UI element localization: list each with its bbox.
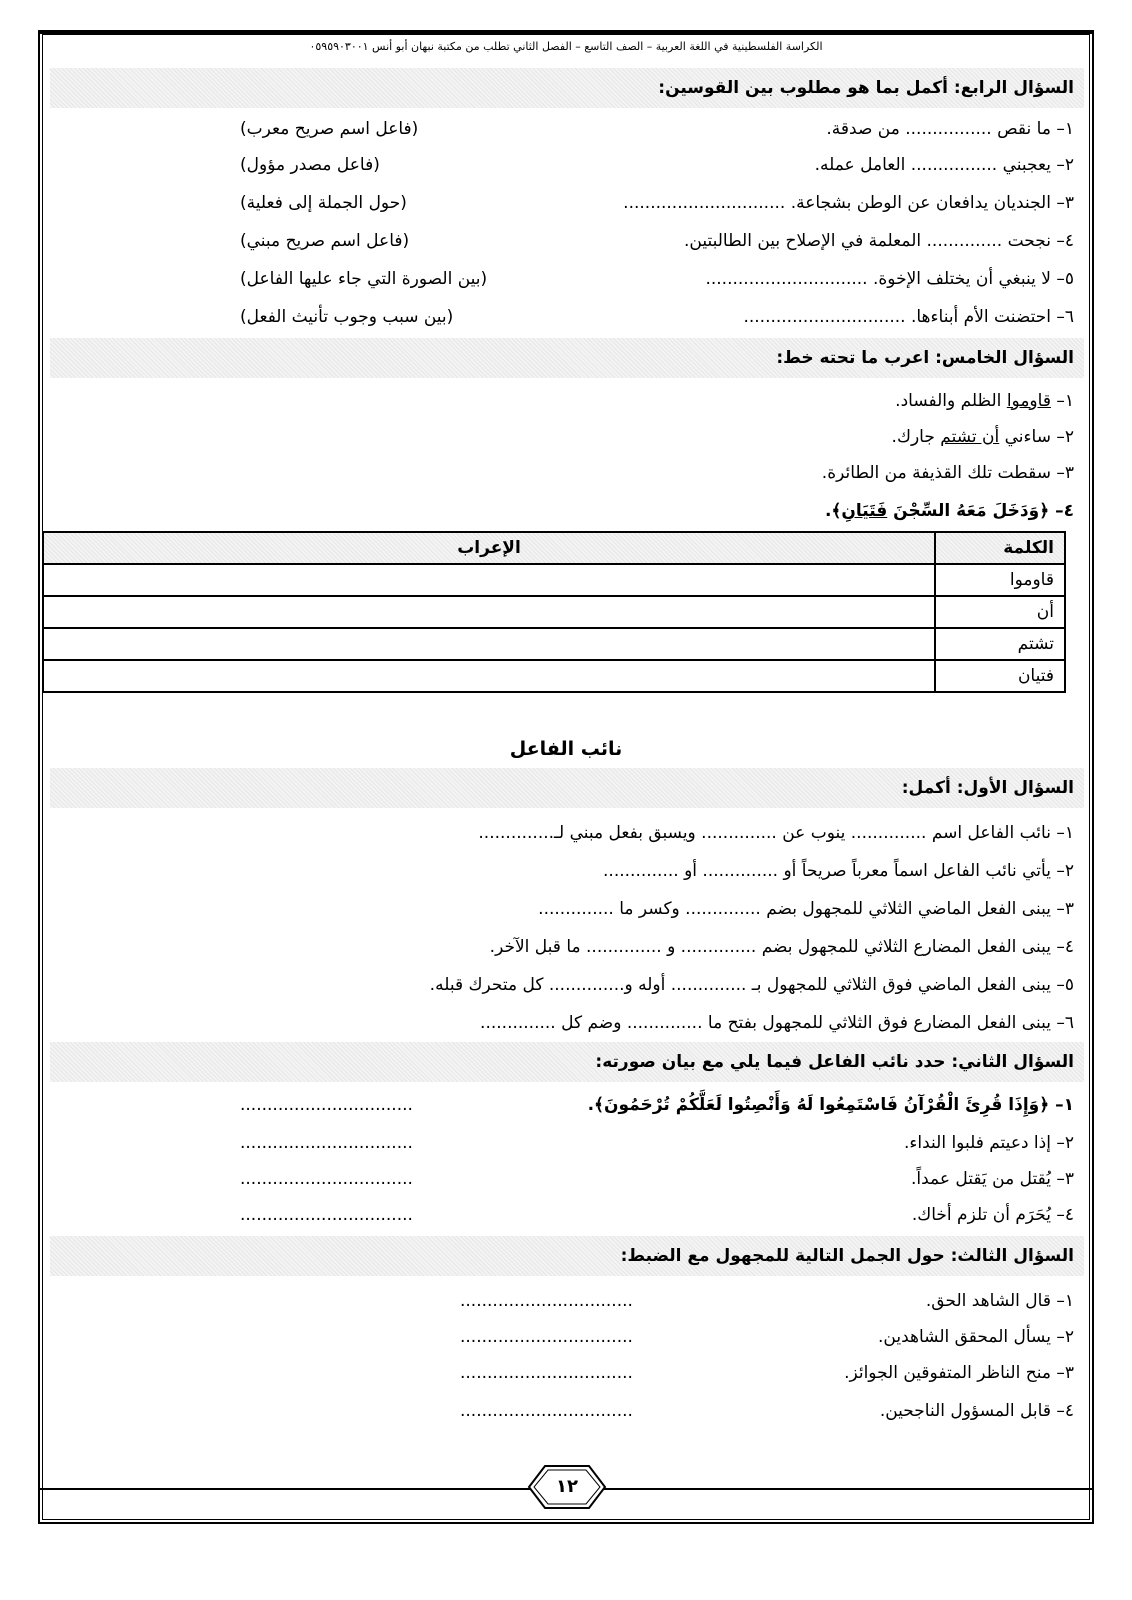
s1-item: ٢– يأتي نائب الفاعل اسماً معرباً صريحاً أو .............. أو .............. [603,861,1074,881]
s2-item: ٢– إذا دعيتم فلبوا النداء. ................................ [240,1133,1074,1153]
question-5-title: السؤال الخامس: اعرب ما تحته خط: [50,338,1084,378]
table-header-irab: الإعراب [43,532,935,564]
answer-cell[interactable] [43,628,935,660]
page-header: الكراسة الفلسطينية في اللغة العربية – الصف التاسع – الفصل الثاني تطلب من مكتبة نبهان أبو أنس ٠٥٩٥٩٠٣٠٠١ [309,40,823,53]
q4-item: ٥– لا ينبغي أن يختلف الإخوة. .............................. (بين الصورة التي جاء عليها الفاعل) [240,269,1074,289]
q4-item: ١– ما نقص ................ من صدقة. (فاعل اسم صريح معرب) [240,119,1074,139]
table-row: أن [43,596,1065,628]
table-row: تشتم [43,628,1065,660]
table-header-word: الكلمة [935,532,1065,564]
s1-item: ٥– يبنى الفعل الماضي فوق الثلاثي للمجهول بـ .............. أوله و.............. كل متحرك قبله. [429,975,1074,995]
s1-item: ١– نائب الفاعل اسم .............. ينوب عن .............. ويسبق بفعل مبني لـ.............. [478,823,1074,843]
q5-item: ٣– سقطت تلك القذيفة من الطائرة. [821,463,1074,483]
s3-item: ١– قال الشاهد الحق. ................................ [460,1291,1074,1311]
s3-item: ٢– يسأل المحقق الشاهدين. ................................ [460,1327,1074,1347]
section-question-2-title: السؤال الثاني: حدد نائب الفاعل فيما يلي مع بيان صورته: [50,1042,1084,1082]
q4-item: ٦– احتضنت الأم أبناءها. .............................. (بين سبب وجوب تأنيث الفعل) [240,307,1074,327]
s2-item: ١– ﴿وَإِذَا قُرِئَ الْقُرْآنُ فَاسْتَمِعُوا لَهُ وَأَنْصِتُوا لَعَلَّكُمْ تُرْحَمُونَ﴾. ................................ [240,1095,1074,1115]
question-4-title: السؤال الرابع: أكمل بما هو مطلوب بين القوسين: [50,68,1084,108]
section-question-1-title: السؤال الأول: أكمل: [50,768,1084,808]
section-question-3-title: السؤال الثالث: حول الجمل التالية للمجهول مع الضبط: [50,1236,1084,1276]
answer-cell[interactable] [43,564,935,596]
table-row: قاوموا [43,564,1065,596]
s3-item: ٣– منح الناظر المتفوقين الجوائز. ................................ [460,1363,1074,1383]
q5-item: ٢– ساءني أن تشتم جارك. [891,427,1074,447]
s3-item: ٤– قابل المسؤول الناجحين. ................................ [460,1401,1074,1421]
s2-item: ٣– يُقتل من يَقتل عمداً. ................................ [240,1169,1074,1189]
s1-item: ٤– يبنى الفعل المضارع الثلاثي للمجهول بضم .............. و .............. ما قبل الآخر. [489,937,1074,957]
page-number-badge [527,1464,607,1510]
q5-item: ١– قاوموا الظلم والفساد. [895,391,1074,411]
q4-item: ٣– الجنديان يدافعان عن الوطن بشجاعة. .............................. (حول الجملة إلى فعلية) [240,193,1074,213]
q5-item: ٤– ﴿وَدَخَلَ مَعَهُ السِّجْنَ فَتَيَانِ﴾. [824,501,1074,521]
answer-cell[interactable] [43,596,935,628]
section-title: نائب الفاعل [509,738,623,760]
answer-cell[interactable] [43,660,935,692]
s2-item: ٤– يُحَرَم أن تلزم أخاك. ................................ [240,1205,1074,1225]
irab-table [42,531,1066,693]
q4-item: ٤– نجحت .............. المعلمة في الإصلاح بين الطالبتين. (فاعل اسم صريح مبني) [240,231,1074,251]
table-row: فتيان [43,660,1065,692]
page-number: ١٢ [556,1476,578,1497]
s1-item: ٦– يبنى الفعل المضارع فوق الثلاثي للمجهول بفتح ما .............. وضم كل .............. [480,1013,1074,1033]
q4-item: ٢– يعجبني ................ العامل عمله. (فاعل مصدر مؤول) [240,155,1074,175]
s1-item: ٣– يبنى الفعل الماضي الثلاثي للمجهول بضم .............. وكسر ما .............. [538,899,1074,919]
